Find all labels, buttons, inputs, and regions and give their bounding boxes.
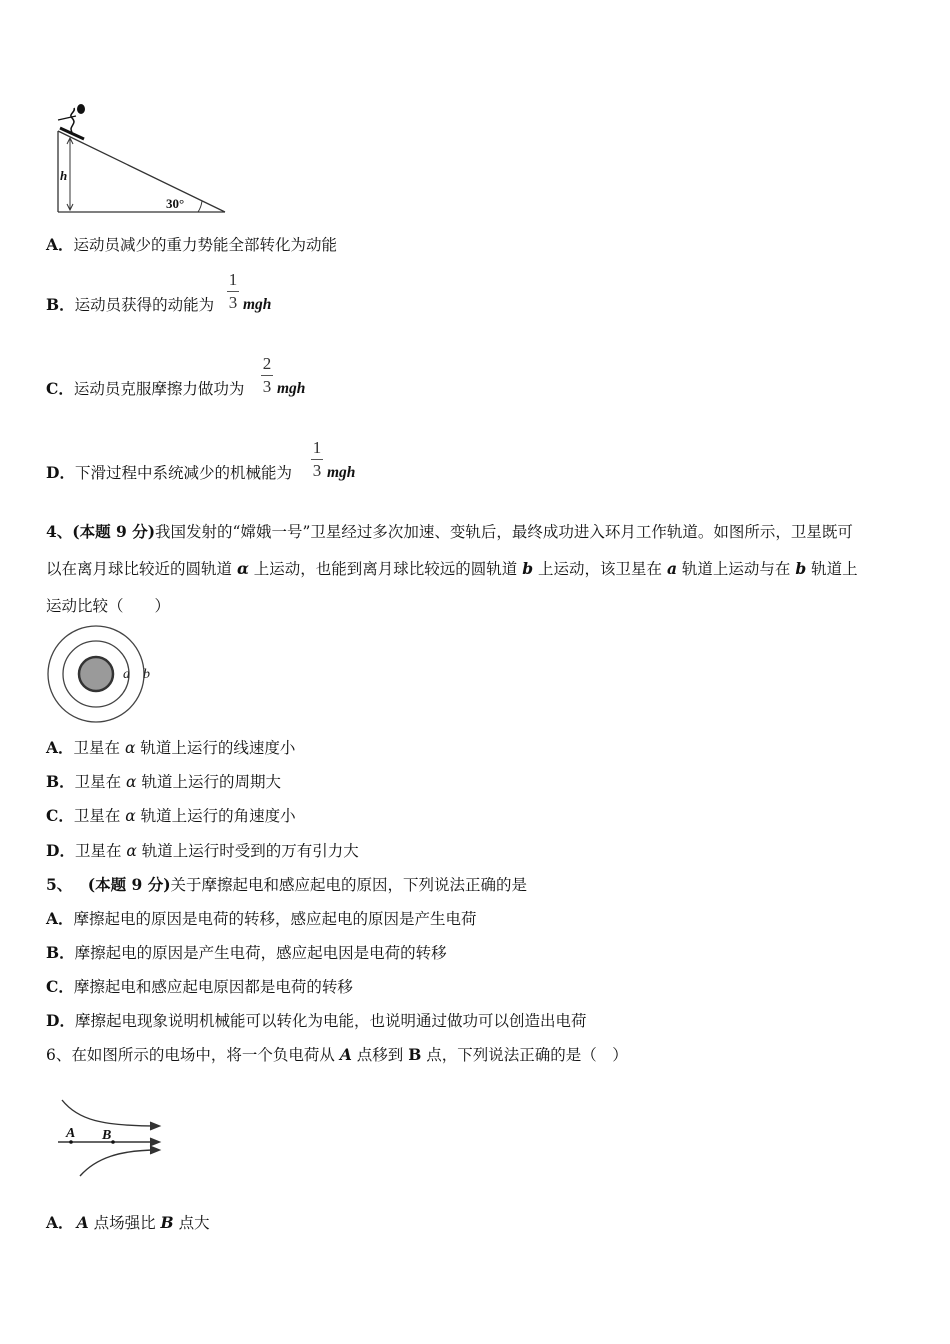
q3-option-a <box>46 235 337 255</box>
point-B-dot <box>111 1140 115 1144</box>
option-text: 点场强比 <box>88 1214 161 1232</box>
option-text: 摩擦起电和感应起电原因都是电荷的转移 <box>73 978 353 996</box>
q4-text-2a: 以在离月球比较近的圆轨道 <box>46 560 237 578</box>
mgh-b: mgh <box>243 296 272 313</box>
q5-option-a <box>46 909 477 929</box>
denominator: 3 <box>262 377 272 396</box>
option-text: 下滑过程中系统减少的机械能为 <box>74 464 292 482</box>
q3-option-c <box>46 379 244 399</box>
point-B: B <box>160 1213 174 1232</box>
q4-text-2e: 轨道上 <box>806 560 858 578</box>
option-letter: B． <box>46 943 75 962</box>
orbit-label-a: a <box>123 667 130 682</box>
point-B: B <box>408 1045 422 1064</box>
slope-figure <box>50 98 230 218</box>
label-angle: 30° <box>166 196 185 211</box>
mgh-c: mgh <box>277 380 306 397</box>
symbol-alpha: α <box>126 773 137 791</box>
q4-text-2c: 上运动，该卫星在 <box>533 560 667 578</box>
symbol-alpha: α <box>236 559 249 578</box>
q5-option-c <box>46 977 353 997</box>
option-letter: C． <box>46 977 74 996</box>
q5-score: (本题 9 分) <box>87 875 171 894</box>
q4-stem-line2 <box>46 559 858 579</box>
option-letter: C． <box>46 806 74 825</box>
symbol-b: b <box>522 559 534 578</box>
orbit-label-b: b <box>143 667 150 682</box>
option-text: 轨道上运行的线速度小 <box>135 739 296 757</box>
option-text: 卫星在 <box>74 842 127 860</box>
q6-option-a <box>46 1213 210 1233</box>
skier-icon <box>58 104 85 139</box>
option-text: 点大 <box>173 1214 210 1232</box>
numerator: 1 <box>228 270 238 289</box>
q6-number: 6、 <box>46 1046 72 1064</box>
option-text: 运动员克服摩擦力做功为 <box>73 380 245 398</box>
q5-text: 关于摩擦起电和感应起电的原因，下列说法正确的是 <box>170 876 528 894</box>
option-text: 运动员减少的重力势能全部转化为动能 <box>73 236 338 254</box>
field-label-B: B <box>102 1128 112 1143</box>
label-h: h <box>60 168 68 183</box>
fraction-c <box>260 354 274 397</box>
q3-option-d <box>46 463 292 483</box>
q6-stem <box>46 1045 628 1065</box>
option-letter: A． <box>46 1213 74 1232</box>
option-text: 轨道上运行的周期大 <box>136 773 281 791</box>
q5-number: 5、 <box>46 875 73 894</box>
point-A: A <box>339 1045 352 1064</box>
option-letter: D． <box>46 1011 75 1030</box>
denominator: 3 <box>228 293 238 312</box>
option-letter: A． <box>46 909 74 928</box>
q4-stem-line1 <box>46 522 853 542</box>
q5-stem <box>46 875 527 895</box>
fraction-b <box>226 270 240 313</box>
option-letter: A． <box>46 235 74 254</box>
numerator: 1 <box>312 438 322 457</box>
q4-text-1: 我国发射的“嫦娥一号”卫星经过多次加速、变轨后，最终成功进入环月工作轨道。如图所示，卫星既可 <box>155 523 853 541</box>
option-letter: C． <box>46 379 74 398</box>
q4-option-c <box>46 806 296 826</box>
q6-text-b: 点移到 <box>351 1046 409 1064</box>
q4-text-2d: 轨道上运动与在 <box>676 560 796 578</box>
mgh-d: mgh <box>327 464 356 481</box>
q4-option-a <box>46 738 295 758</box>
option-text: 摩擦起电现象说明机械能可以转化为电能，也说明通过做功可以创造出电荷 <box>74 1012 587 1030</box>
q4-text-2b: 上运动，也能到离月球比较远的圆轨道 <box>248 560 523 578</box>
option-letter: B． <box>46 295 75 314</box>
option-text: 轨道上运行时受到的万有引力大 <box>136 842 359 860</box>
q4-text-3: 运动比较（ ） <box>46 597 171 615</box>
option-text: 轨道上运行的角速度小 <box>135 807 296 825</box>
field-figure <box>50 1092 170 1182</box>
option-letter: B． <box>46 772 75 791</box>
symbol-alpha: α <box>126 842 137 860</box>
option-text: 运动员获得的动能为 <box>74 296 215 314</box>
option-text: 摩擦起电的原因是电荷的转移，感应起电的原因是产生电荷 <box>73 910 477 928</box>
option-text: 摩擦起电的原因是产生电荷，感应起电因是电荷的转移 <box>74 944 447 962</box>
q3-option-b <box>46 295 214 315</box>
field-label-A: A <box>66 1126 76 1141</box>
option-text: 卫星在 <box>74 773 127 791</box>
q4-score: (本题 9 分) <box>72 522 156 541</box>
orbit-figure <box>44 625 160 725</box>
symbol-alpha: α <box>124 739 136 757</box>
option-letter: D． <box>46 463 75 482</box>
denominator: 3 <box>312 461 322 480</box>
symbol-b-2: b <box>795 559 807 578</box>
q4-stem-line3 <box>46 596 170 616</box>
fraction-d <box>310 438 324 481</box>
option-text: 卫星在 <box>73 739 125 757</box>
q5-option-d <box>46 1011 586 1031</box>
q6-text-c: 点，下列说法正确的是（ ） <box>421 1046 628 1064</box>
point-A: A <box>76 1213 89 1232</box>
q6-text-a: 在如图所示的电场中，将一个负电荷从 <box>71 1046 340 1064</box>
numerator: 2 <box>262 354 272 373</box>
q4-option-d <box>46 841 359 861</box>
option-letter: A． <box>46 738 74 757</box>
q4-option-b <box>46 772 281 792</box>
option-letter: D． <box>46 841 75 860</box>
symbol-a: a <box>666 559 677 578</box>
q5-option-b <box>46 943 447 963</box>
q4-number: 4、 <box>46 522 73 541</box>
option-text: 卫星在 <box>73 807 126 825</box>
symbol-alpha: α <box>125 807 136 825</box>
